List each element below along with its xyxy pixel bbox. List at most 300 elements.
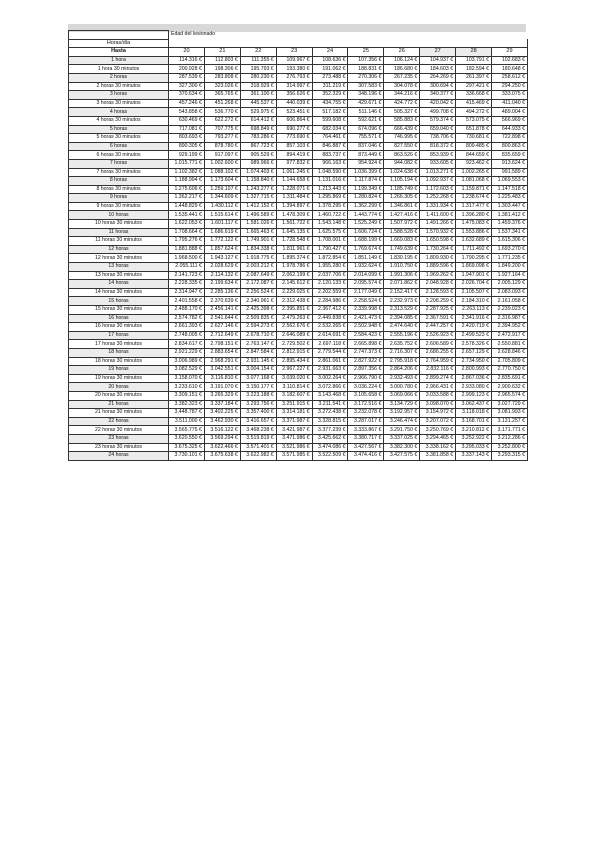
table-cell-amount: 3.150.177 € <box>240 383 276 392</box>
table-row <box>69 271 528 280</box>
table-cell-amount: 1.910.750 € <box>384 263 420 272</box>
table-cell-amount: 746.995 € <box>384 134 420 143</box>
age-header-title: Edad del lesionado <box>171 31 216 38</box>
table-cell-amount: 1.158.840 € <box>240 177 276 186</box>
table-row <box>69 237 528 246</box>
table-cell-amount: 1.259.107 € <box>204 185 240 194</box>
table-cell-amount: 2.401.558 € <box>169 297 205 306</box>
table-cell-amount: 2.562.676 € <box>276 323 312 332</box>
table-cell-amount: 3.131.257 € <box>492 417 528 426</box>
table-title-row <box>69 31 528 40</box>
table-cell-amount: 3.211.541 € <box>312 400 348 409</box>
table-cell-amount: 1.036.399 € <box>348 168 384 177</box>
table-cell-amount: 1.771.235 € <box>492 254 528 263</box>
table-cell-amount: 2.394.952 € <box>492 323 528 332</box>
row-header-duration: 8 horas 30 minutos <box>69 185 169 194</box>
table-cell-amount: 773.690 € <box>276 134 312 143</box>
table-cell-amount: 3.620.550 € <box>169 434 205 443</box>
table-cell-amount: 2.341.916 € <box>456 314 492 323</box>
table-row <box>69 340 528 349</box>
row-header-duration: 18 horas 30 minutos <box>69 357 169 366</box>
table-cell-amount: 1.650.598 € <box>420 237 456 246</box>
table-cell-amount: 1.537.341 € <box>492 228 528 237</box>
row-header-duration: 23 horas <box>69 434 169 443</box>
table-cell-amount: 1.081.068 € <box>456 177 492 186</box>
table-cell-amount: 944.082 € <box>384 159 420 168</box>
table-cell-amount: 2.456.141 € <box>204 306 240 315</box>
row-header-duration: 19 horas <box>69 366 169 375</box>
table-cell-amount: 3.191.070 € <box>204 383 240 392</box>
table-cell-amount: 1.991.306 € <box>384 271 420 280</box>
table-cell-amount: 1.048.590 € <box>312 168 348 177</box>
row-header-duration: 23 horas 30 minutos <box>69 443 169 452</box>
row-header-duration: 7 horas 30 minutos <box>69 168 169 177</box>
table-cell-amount: 103.791 € <box>456 56 492 65</box>
table-cell-amount: 933.605 € <box>420 159 456 168</box>
table-cell-amount: 1.669.083 € <box>384 237 420 246</box>
table-cell-amount: 3.521.986 € <box>276 443 312 452</box>
table-cell-amount: 2.899.274 € <box>420 374 456 383</box>
table-cell-amount: 3.039.020 € <box>276 374 312 383</box>
table-cell-amount: 2.933.080 € <box>456 383 492 392</box>
table-cell-amount: 3.377.239 € <box>312 426 348 435</box>
table-cell-amount: 3.333.867 € <box>348 426 384 435</box>
row-header-duration: 6 horas 30 minutos <box>69 151 169 160</box>
table-cell-amount: 800.863 € <box>492 142 528 151</box>
column-header-age: 23 <box>276 48 312 57</box>
table-row <box>69 314 528 323</box>
table-cell-amount: 2.526.923 € <box>420 331 456 340</box>
table-cell-amount: 890.305 € <box>169 142 205 151</box>
table-cell-amount: 3.337.143 € <box>456 452 492 461</box>
table-cell-amount: 1.535.441 € <box>169 211 205 220</box>
table-row <box>69 297 528 306</box>
table-cell-amount: 3.516.122 € <box>204 426 240 435</box>
table-cell-amount: 200.928 € <box>169 65 205 74</box>
table-cell-amount: 2.087.649 € <box>240 271 276 280</box>
table-cell-amount: 3.251.915 € <box>276 400 312 409</box>
row-header-duration: 22 horas <box>69 417 169 426</box>
table-cell-amount: 3.250.769 € <box>420 426 456 435</box>
table-row <box>69 263 528 272</box>
table-cell-amount: 411.040 € <box>492 99 528 108</box>
table-cell-amount: 1.872.854 € <box>312 254 348 263</box>
table-cell-amount: 1.711.492 € <box>456 245 492 254</box>
table-cell-amount: 1.475.083 € <box>456 220 492 229</box>
table-cell-amount: 905.529 € <box>240 151 276 160</box>
table-cell-amount: 3.172.516 € <box>348 400 384 409</box>
table-row <box>69 245 528 254</box>
table-cell-amount: 2.128.593 € <box>420 288 456 297</box>
table-cell-amount: 361.100 € <box>240 91 276 100</box>
table-cell-amount: 434.755 € <box>312 99 348 108</box>
table-cell-amount: 114.316 € <box>169 56 205 65</box>
table-cell-amount: 2.370.639 € <box>204 297 240 306</box>
table-header-row <box>69 39 528 48</box>
table-cell-amount: 1.131.016 € <box>312 177 348 186</box>
row-header-duration: 10 horas <box>69 211 169 220</box>
table-cell-amount: 2.172.087 € <box>240 280 276 289</box>
row-header-duration: 22 horas 30 minutos <box>69 426 169 435</box>
table-cell-amount: 3.272.438 € <box>312 409 348 418</box>
row-header-duration: 9 horas 30 minutos <box>69 202 169 211</box>
table-cell-amount: 2.646.089 € <box>276 331 312 340</box>
table-cell-amount: 867.723 € <box>240 142 276 151</box>
table-cell-amount: 2.657.129 € <box>456 348 492 357</box>
table-cell-amount: 3.293.315 € <box>492 452 528 461</box>
table-cell-amount: 2.968.291 € <box>204 357 240 366</box>
table-cell-amount: 1.102.382 € <box>169 168 205 177</box>
table-cell-amount: 2.594.273 € <box>240 323 276 332</box>
table-cell-amount: 3.291.750 € <box>384 426 420 435</box>
table-cell-amount: 599.608 € <box>312 116 348 125</box>
table-cell-amount: 2.037.706 € <box>312 271 348 280</box>
table-cell-amount: 267.235 € <box>384 73 420 82</box>
column-header-age: 29 <box>492 48 528 57</box>
table-cell-amount: 1.074.403 € <box>240 168 276 177</box>
table-cell-amount: 764.461 € <box>312 134 348 143</box>
table-cell-amount: 1.869.098 € <box>456 263 492 272</box>
table-cell-amount: 2.394.085 € <box>384 314 420 323</box>
table-cell-amount: 1.688.199 € <box>348 237 384 246</box>
table-cell-amount: 2.141.723 € <box>169 271 205 280</box>
table-cell-amount: 913.624 € <box>492 159 528 168</box>
table-cell-amount: 108.636 € <box>312 56 348 65</box>
table-cell-amount: 883.737 € <box>312 151 348 160</box>
table-cell-amount: 835.659 € <box>492 151 528 160</box>
column-header-age: 21 <box>204 48 240 57</box>
table-cell-amount: 1.645.135 € <box>276 228 312 237</box>
table-cell-amount: 261.397 € <box>456 73 492 82</box>
table-row <box>69 400 528 409</box>
table-cell-amount: 2.120.133 € <box>312 280 348 289</box>
table-cell-amount: 1.830.195 € <box>384 254 420 263</box>
table-cell-amount: 2.847.584 € <box>240 348 276 357</box>
table-cell-amount: 2.447.257 € <box>420 323 456 332</box>
table-cell-amount: 1.344.609 € <box>204 194 240 203</box>
table-cell-amount: 3.223.188 € <box>240 391 276 400</box>
table-row <box>69 168 528 177</box>
column-header-age: 24 <box>312 48 348 57</box>
table-cell-amount: 3.082.529 € <box>169 366 205 375</box>
table-cell-amount: 3.295.033 € <box>456 443 492 452</box>
table-cell-amount: 1.317.477 € <box>456 202 492 211</box>
table-cell-amount: 300.694 € <box>420 82 456 91</box>
table-cell-amount: 2.532.265 € <box>312 323 348 332</box>
table-cell-amount: 2.287.925 € <box>420 306 456 315</box>
table-cell-amount: 1.362.299 € <box>348 202 384 211</box>
table-cell-amount: 106.124 € <box>384 56 420 65</box>
row-header-duration: 3 horas 30 minutos <box>69 99 169 108</box>
table-cell-amount: 2.716.307 € <box>384 348 420 357</box>
table-cell-amount: 2.734.950 € <box>456 357 492 366</box>
table-cell-amount: 2.895.434 € <box>276 357 312 366</box>
table-cell-amount: 2.921.229 € <box>169 348 205 357</box>
table-cell-amount: 966.163 € <box>312 159 348 168</box>
table-row <box>69 323 528 332</box>
table-row <box>69 357 528 366</box>
table-cell-amount: 3.519.819 € <box>240 434 276 443</box>
column-header-row <box>69 48 528 57</box>
table-cell-amount: 1.588.528 € <box>384 228 420 237</box>
table-cell-amount: 793.277 € <box>204 134 240 143</box>
table-cell-amount: 3.143.468 € <box>312 391 348 400</box>
table-cell-amount: 2.202.559 € <box>312 288 348 297</box>
table-cell-amount: 1.213.443 € <box>312 185 348 194</box>
table-cell-amount: 2.340.961 € <box>240 297 276 306</box>
table-cell-amount: 294.250 € <box>492 82 528 91</box>
table-cell-amount: 1.002.265 € <box>456 168 492 177</box>
table-cell-amount: 666.439 € <box>384 125 420 134</box>
table-cell-amount: 2.867.036 € <box>456 374 492 383</box>
table-cell-amount: 182.594 € <box>456 65 492 74</box>
table-cell-amount: 2.827.922 € <box>348 357 384 366</box>
table-cell-amount: 878.780 € <box>204 142 240 151</box>
table-cell-amount: 283.808 € <box>204 73 240 82</box>
table-cell-amount: 1.430.112 € <box>204 202 240 211</box>
table-cell-amount: 1.346.861 € <box>384 202 420 211</box>
table-cell-amount: 1.238.674 € <box>456 194 492 203</box>
table-cell-amount: 102.683 € <box>492 56 528 65</box>
table-body <box>69 56 528 460</box>
table-cell-amount: 3.622.466 € <box>204 443 240 452</box>
table-cell-amount: 536.770 € <box>204 108 240 117</box>
table-cell-amount: 2.965.574 € <box>492 391 528 400</box>
table-cell-amount: 2.312.438 € <box>276 297 312 306</box>
table-cell-amount: 3.381.858 € <box>420 452 456 461</box>
table-cell-amount: 104.937 € <box>420 56 456 65</box>
table-cell-amount: 1.772.122 € <box>204 237 240 246</box>
table-cell-amount: 3.210.812 € <box>456 426 492 435</box>
table-cell-amount: 264.269 € <box>420 73 456 82</box>
table-cell-amount: 2.931.663 € <box>312 366 348 375</box>
table-cell-amount: 451.268 € <box>204 99 240 108</box>
table-row <box>69 211 528 220</box>
table-cell-amount: 1.622.053 € <box>169 220 205 229</box>
table-cell-amount: 3.730.101 € <box>169 452 205 461</box>
table-cell-amount: 258.612 € <box>492 73 528 82</box>
table-cell-amount: 2.474.640 € <box>384 323 420 332</box>
table-cell-amount: 917.097 € <box>204 151 240 160</box>
table-cell-amount: 112.803 € <box>204 56 240 65</box>
table-cell-amount: 659.040 € <box>420 125 456 134</box>
table-cell-amount: 3.293.756 € <box>240 400 276 409</box>
table-cell-amount: 2.931.145 € <box>240 357 276 366</box>
table-cell-amount: 1.834.338 € <box>240 245 276 254</box>
table-cell-amount: 2.661.393 € <box>169 323 205 332</box>
table-cell-amount: 415.469 € <box>456 99 492 108</box>
table-cell-amount: 2.114.132 € <box>204 271 240 280</box>
table-cell-amount: 365.765 € <box>204 91 240 100</box>
table-cell-amount: 1.932.624 € <box>348 263 384 272</box>
table-cell-amount: 3.294.465 € <box>420 434 456 443</box>
table-cell-amount: 3.427.575 € <box>384 452 420 461</box>
table-cell-amount: 1.266.305 € <box>384 194 420 203</box>
table-cell-amount: 2.967.227 € <box>276 366 312 375</box>
table-cell-amount: 186.680 € <box>384 65 420 74</box>
table-cell-amount: 3.069.066 € <box>384 391 420 400</box>
table-cell-amount: 3.416.657 € <box>240 417 276 426</box>
table-cell-amount: 3.462.930 € <box>204 417 240 426</box>
row-header-duration: 17 horas 30 minutos <box>69 340 169 349</box>
table-cell-amount: 622.272 € <box>204 116 240 125</box>
table-cell-amount: 3.337.025 € <box>384 434 420 443</box>
table-cell-amount: 803.693 € <box>169 134 205 143</box>
table-cell-amount: 1.228.071 € <box>276 185 312 194</box>
table-cell-amount: 499.708 € <box>420 108 456 117</box>
table-cell-amount: 3.002.264 € <box>312 374 348 383</box>
table-cell-amount: 2.834.617 € <box>169 340 205 349</box>
table-cell-amount: 853.939 € <box>420 151 456 160</box>
table-cell-amount: 3.675.638 € <box>204 452 240 461</box>
table-cell-amount: 1.092.937 € <box>420 177 456 186</box>
column-header-age: 28 <box>456 48 492 57</box>
table-cell-amount: 651.878 € <box>456 125 492 134</box>
table-cell-amount: 352.329 € <box>312 91 348 100</box>
table-cell-amount: 1.632.689 € <box>456 237 492 246</box>
column-header-age: 26 <box>384 48 420 57</box>
table-cell-amount: 1.968.500 € <box>169 254 205 263</box>
table-cell-amount: 445.537 € <box>240 99 276 108</box>
table-cell-amount: 1.693.270 € <box>492 245 528 254</box>
table-cell-amount: 1.606.724 € <box>348 228 384 237</box>
row-header-duration: 13 horas <box>69 263 169 272</box>
table-cell-amount: 1.809.930 € <box>420 254 456 263</box>
table-cell-amount: 2.748.005 € <box>169 331 205 340</box>
table-cell-amount: 1.478.309 € <box>276 211 312 220</box>
table-cell-amount: 1.378.295 € <box>312 202 348 211</box>
table-row <box>69 452 528 461</box>
table-cell-amount: 1.411.600 € <box>420 211 456 220</box>
table-cell-amount: 3.468.238 € <box>240 426 276 435</box>
row-header-duration: 2 horas 30 minutos <box>69 82 169 91</box>
table-cell-amount: 3.337.184 € <box>204 400 240 409</box>
table-cell-amount: 1.969.262 € <box>420 271 456 280</box>
row-label-header <box>69 39 169 48</box>
table-cell-amount: 1.024.638 € <box>384 168 420 177</box>
table-cell-amount: 863.526 € <box>384 151 420 160</box>
table-row <box>69 177 528 186</box>
table-cell-amount: 2.712.649 € <box>204 331 240 340</box>
table-cell-amount: 1.525.249 € <box>348 220 384 229</box>
table-cell-amount: 2.578.326 € <box>456 340 492 349</box>
row-label-top: Horas/día <box>106 39 131 46</box>
table-cell-amount: 3.474.086 € <box>312 443 348 452</box>
table-cell-amount: 3.448.787 € <box>169 409 205 418</box>
table-cell-amount: 2.999.123 € <box>456 391 492 400</box>
table-cell-amount: 2.883.654 € <box>204 348 240 357</box>
table-cell-amount: 809.485 € <box>456 142 492 151</box>
table-cell-amount: 1.728.548 € <box>276 237 312 246</box>
table-row <box>69 391 528 400</box>
table-cell-amount: 1.601.117 € <box>204 220 240 229</box>
table-cell-amount: 1.252.268 € <box>420 194 456 203</box>
table-cell-amount: 3.077.168 € <box>240 374 276 383</box>
table-cell-amount: 2.798.151 € <box>204 340 240 349</box>
table-cell-amount: 3.265.329 € <box>204 391 240 400</box>
table-cell-amount: 844.659 € <box>456 151 492 160</box>
table-cell-amount: 579.374 € <box>420 116 456 125</box>
table-cell-amount: 323.026 € <box>204 82 240 91</box>
table-cell-amount: 3.233.610 € <box>169 383 205 392</box>
table-cell-amount: 3.027.729 € <box>492 400 528 409</box>
table-cell-amount: 1.105.194 € <box>384 177 420 186</box>
table-cell-amount: 1.615.306 € <box>492 237 528 246</box>
table-row <box>69 202 528 211</box>
table-row <box>69 73 528 82</box>
table-cell-amount: 111.355 € <box>240 56 276 65</box>
table-cell-amount: 1.311.484 € <box>276 194 312 203</box>
table-row <box>69 151 528 160</box>
table-cell-amount: 2.747.373 € <box>348 348 384 357</box>
table-cell-amount: 3.565.775 € <box>169 426 205 435</box>
table-cell-amount: 2.800.993 € <box>456 366 492 375</box>
table-cell-amount: 1.790.295 € <box>456 254 492 263</box>
row-header-duration: 13 horas 30 minutos <box>69 271 169 280</box>
table-cell-amount: 929.199 € <box>169 151 205 160</box>
table-cell-amount: 630.469 € <box>169 116 205 125</box>
row-header-duration: 14 horas 30 minutos <box>69 288 169 297</box>
table-cell-amount: 2.062.199 € <box>276 271 312 280</box>
table-cell-amount: 783.286 € <box>240 134 276 143</box>
table-cell-amount: 1.749.639 € <box>384 245 420 254</box>
table-cell-amount: 2.729.502 € <box>276 340 312 349</box>
table-cell-amount: 3.171.771 € <box>492 426 528 435</box>
table-row <box>69 417 528 426</box>
table-cell-amount: 2.258.524 € <box>348 297 384 306</box>
table-row <box>69 82 528 91</box>
table-cell-amount: 3.081.993 € <box>492 409 528 418</box>
table-cell-amount: 2.229.025 € <box>276 288 312 297</box>
row-header-duration: 14 horas <box>69 280 169 289</box>
table-cell-amount: 644.933 € <box>492 125 528 134</box>
table-cell-amount: 198.306 € <box>204 65 240 74</box>
table-cell-amount: 3.421.987 € <box>276 426 312 435</box>
table-cell-amount: 311.219 € <box>312 82 348 91</box>
row-header-duration: 8 horas <box>69 177 169 186</box>
table-cell-amount: 846.887 € <box>312 142 348 151</box>
table-cell-amount: 1.943.127 € <box>204 254 240 263</box>
table-cell-amount: 3.569.294 € <box>204 434 240 443</box>
table-cell-amount: 1.918.775 € <box>240 254 276 263</box>
table-cell-amount: 2.071.862 € <box>384 280 420 289</box>
table-row <box>69 348 528 357</box>
table-cell-amount: 738.706 € <box>420 134 456 143</box>
table-cell-amount: 1.448.829 € <box>169 202 205 211</box>
table-cell-amount: 2.627.146 € <box>204 323 240 332</box>
table-row <box>69 134 528 143</box>
table-cell-amount: 304.078 € <box>384 82 420 91</box>
table-cell-amount: 3.675.325 € <box>169 443 205 452</box>
table-cell-amount: 837.046 € <box>348 142 384 151</box>
row-header-duration: 10 horas 30 minutos <box>69 220 169 229</box>
table-cell-amount: 270.306 € <box>348 73 384 82</box>
table-cell-amount: 1.185.749 € <box>384 185 420 194</box>
table-cell-amount: 2.028.629 € <box>204 263 240 272</box>
table-cell-amount: 3.380.717 € <box>348 434 384 443</box>
table-cell-amount: 989.966 € <box>240 159 276 168</box>
table-cell-amount: 1.327.715 € <box>240 194 276 203</box>
table-cell-amount: 193.380 € <box>276 65 312 74</box>
table-cell-amount: 184.603 € <box>420 65 456 74</box>
table-cell-amount: 1.394.897 € <box>276 202 312 211</box>
table-cell-amount: 2.263.113 € <box>456 306 492 315</box>
table-cell-amount: 2.256.524 € <box>240 288 276 297</box>
table-cell-amount: 592.621 € <box>348 116 384 125</box>
table-row <box>69 426 528 435</box>
table-cell-amount: 2.026.704 € <box>456 280 492 289</box>
table-cell-amount: 2.161.058 € <box>492 297 528 306</box>
